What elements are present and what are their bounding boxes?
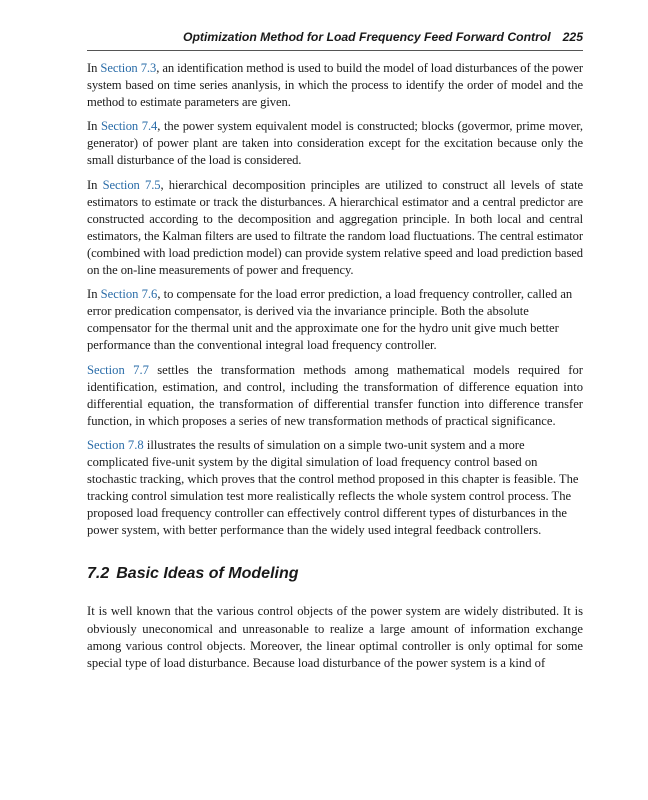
paragraph-text: illustrates the results of simulation on a simple two-unit system and a more complicated five-unit system by the digital simulation of load frequency control based on stochastic tracking, which proves that the control method proposed in this chapter is feasible. The tracking control simulation test more realistically reflects the whole system control process. The proposed load frequency controller can effectively control different types of disturbances in the power system, with better performance than the widely used integral feedback controllers. <box>87 437 579 538</box>
paragraph-section-7-7 <box>87 362 583 430</box>
paragraph-lead: In <box>87 177 103 192</box>
paragraph-lead: In <box>87 287 101 302</box>
body-text <box>87 60 583 679</box>
section-number: 7.2 <box>87 565 110 583</box>
page-number: 225 <box>562 30 583 44</box>
section-title: Basic Ideas of Modeling <box>116 565 299 583</box>
paragraph-text: settles the transformation methods among mathematical models required for identification, estimation, and control, including the transformation of difference equation into differential equation, the transformation of differential transfer function into difference transfer function, in which proposes a series of new transformation methods of practical significance. <box>87 362 583 428</box>
section-7-4-link[interactable]: Section 7.4 <box>100 119 158 134</box>
paragraph-section-7-5 <box>87 177 583 280</box>
paragraph-text: , hierarchical decomposition principles are utilized to construct all levels of state estimators to estimate or track the disturbances. A hierarchical estimator and a central predictor are constructed according to the decomposition and aggregation principle. In both local and central estimators, the Kalman filters are used to filtrate the random load fluctuations. The central estimator (combined with load prediction model) can provide system relative speed and load prediction based on the on-line measurements of power and frequency. <box>87 177 583 278</box>
paragraph-section-7-8 <box>87 437 583 540</box>
paragraph-section-7-4 <box>87 118 583 169</box>
section-heading <box>87 564 583 584</box>
paragraph-lead: In <box>87 119 101 134</box>
running-title: Optimization Method for Load Frequency Feed Forward Control <box>182 30 551 44</box>
section-7-7-link[interactable]: Section 7.7 <box>87 362 149 377</box>
paragraph-text: , to compensate for the load error prediction, a load frequency controller, called an error predication compensator, is derived via the invariance principle. Both the absolute compensator for the thermal unit and the approximate one for the hydro unit give much better performance than the conventional integral load frequency controller. <box>87 287 573 353</box>
paragraph-section-7-6 <box>87 286 583 354</box>
section-7-5-link[interactable]: Section 7.5 <box>102 177 161 192</box>
paragraph-section-7-3 <box>87 60 583 111</box>
paragraph-text: , the power system equivalent model is constructed; blocks (govermor, prime mover, generator) of power plant are taken into consideration except for the excitation because only the small disturbance of the load is considered. <box>87 119 583 168</box>
closing-paragraph: It is well known that the various control objects of the power system are widely distributed. It is obviously uneconomical and unreasonable to realize a large amount of information exchange among various control objects. Moreover, the linear optimal controller is only optimal for some special type of load disturbance. Because load disturbance of the power system is a kind of <box>87 604 583 670</box>
section-7-3-link[interactable]: Section 7.3 <box>100 61 157 75</box>
section-7-6-link[interactable]: Section 7.6 <box>100 287 158 302</box>
paragraph-text: , an identification method is used to build the model of load disturbances of the power system based on time series ananlysis, in which the process to identify the order of model and the method to estimate parameters are given. <box>87 61 583 110</box>
paragraph-lead: In <box>87 61 101 75</box>
running-header <box>87 30 583 44</box>
header-rule <box>87 50 583 51</box>
section-7-8-link[interactable]: Section 7.8 <box>87 437 144 452</box>
